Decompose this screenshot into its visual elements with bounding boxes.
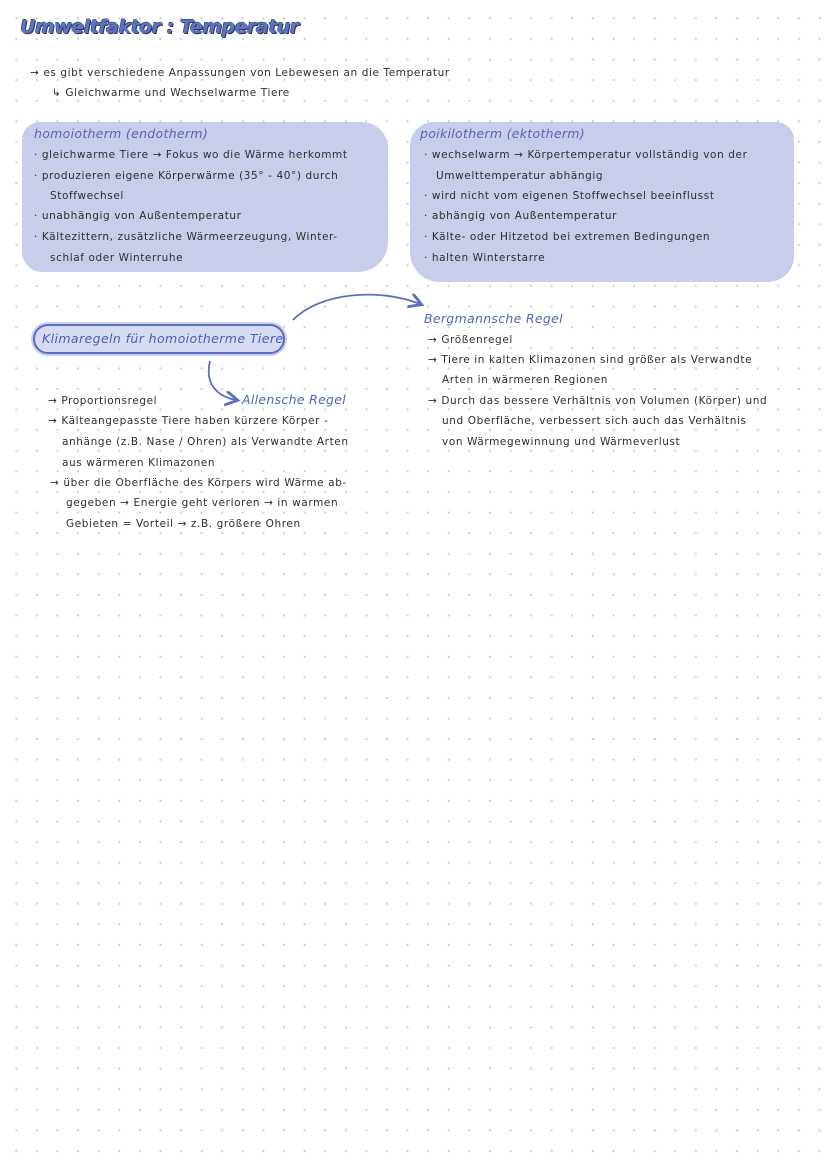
intro-subline: ↳ Gleichwarme und Wechselwarme Tiere bbox=[52, 87, 290, 99]
poikilotherm-heading: poikilotherm (ektotherm) bbox=[420, 126, 585, 141]
intro-line: → es gibt verschiedene Anpassungen von Lebewesen an die Temperatur bbox=[30, 67, 450, 79]
allen-line: Gebieten = Vorteil → z.B. größere Ohren bbox=[66, 518, 301, 530]
klimaregeln-label: Klimaregeln für homoiotherme Tiere bbox=[42, 331, 284, 346]
homoiotherm-line: · produzieren eigene Körperwärme (35° - 40°) durch bbox=[34, 170, 339, 182]
homoiotherm-line: · gleichwarme Tiere → Fokus wo die Wärme herkommt bbox=[34, 149, 348, 161]
poikilotherm-line: · abhängig von Außentemperatur bbox=[424, 210, 618, 222]
homoiotherm-line: schlaf oder Winterruhe bbox=[50, 252, 184, 264]
homoiotherm-line: · Kältezittern, zusätzliche Wärmeerzeugung, Winter- bbox=[34, 231, 338, 243]
homoiotherm-heading: homoiotherm (endotherm) bbox=[34, 126, 208, 141]
allen-line: aus wärmeren Klimazonen bbox=[62, 457, 216, 469]
bergmann-line: und Oberfläche, verbessert sich auch das Verhältnis bbox=[442, 415, 747, 427]
homoiotherm-line: Stoffwechsel bbox=[50, 190, 124, 202]
allen-line: anhänge (z.B. Nase / Ohren) als Verwandte Arten bbox=[62, 436, 349, 448]
bergmann-line: → Größenregel bbox=[428, 334, 513, 346]
bergmann-line: Arten in wärmeren Regionen bbox=[442, 374, 609, 386]
poikilotherm-line: Umwelttemperatur abhängig bbox=[436, 170, 604, 182]
allen-line: → Proportionsregel bbox=[48, 395, 158, 407]
bergmann-line: von Wärmegewinnung und Wärmeverlust bbox=[442, 436, 681, 448]
poikilotherm-line: · wird nicht vom eigenen Stoffwechsel beeinflusst bbox=[424, 190, 715, 202]
poikilotherm-line: · halten Winterstarre bbox=[424, 252, 546, 264]
allen-line: → Kälteangepasste Tiere haben kürzere Körper - bbox=[48, 415, 329, 427]
allen-heading: Allensche Regel bbox=[242, 392, 347, 407]
arrow-to-allen bbox=[209, 361, 236, 400]
allen-line: gegeben → Energie geht verloren → in warmen bbox=[66, 497, 339, 509]
bergmann-line: → Durch das bessere Verhältnis von Volumen (Körper) und bbox=[428, 395, 768, 407]
homoiotherm-line: · unabhängig von Außentemperatur bbox=[34, 210, 242, 222]
arrow-to-bergmann bbox=[293, 295, 420, 320]
bergmann-line: → Tiere in kalten Klimazonen sind größer als Verwandte bbox=[428, 354, 753, 366]
allen-line: → über die Oberfläche des Körpers wird Wärme ab- bbox=[50, 477, 347, 489]
poikilotherm-line: · Kälte- oder Hitzetod bei extremen Bedingungen bbox=[424, 231, 711, 243]
page-title: Umweltfaktor : Temperatur bbox=[20, 16, 299, 38]
poikilotherm-line: · wechselwarm → Körpertemperatur vollständig von der bbox=[424, 149, 748, 161]
bergmann-heading: Bergmannsche Regel bbox=[424, 311, 563, 326]
